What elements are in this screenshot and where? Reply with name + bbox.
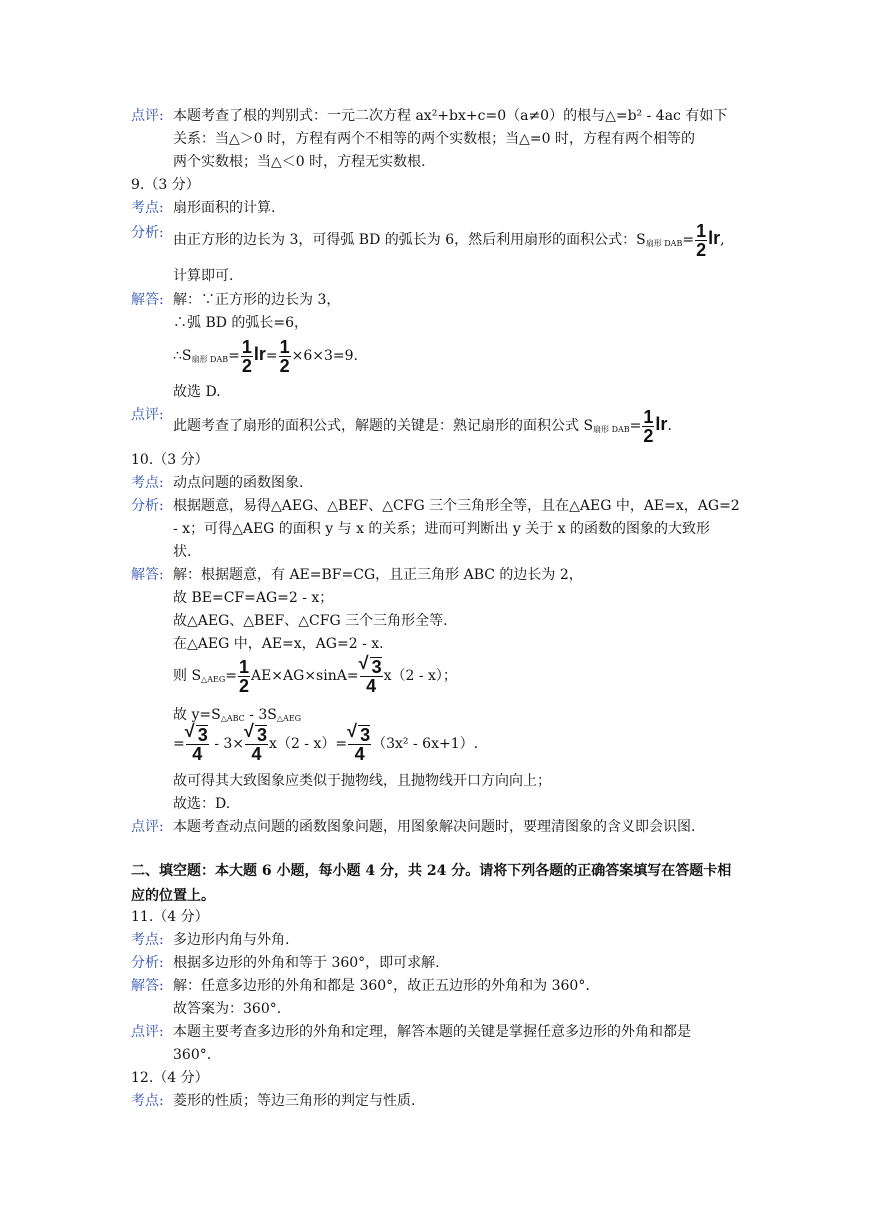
q10-analysis-line-1: 根据题意，易得△AEG、△BEF、△CFG 三个三角形全等，且在△AEG 中，AE=x，AG=2 xyxy=(173,498,740,514)
q10-analysis-line-2: - x；可得△AEG 的面积 y 与 x 的关系；进而可判断出 y 关于 x 的函数的图象的大致形 xyxy=(173,521,711,537)
q9-point: 扇形面积的计算. xyxy=(173,200,276,216)
q10-answer-line-7: = √ $\frac{3}{4}$ - 3× √ $\frac{3}{4}$ x（2 - x）= √ $\frac{3}{4}$ （3x² - 6x+1）. xyxy=(173,724,478,764)
q9-analysis-line-2: 计算即可. xyxy=(173,268,234,284)
q10-comment: 本题考查动点问题的函数图象问题，用图象解决问题时，要理清图象的含义即会识图. xyxy=(173,819,696,835)
q9-analysis: 由正方形的边长为 3，可得弧 BD 的弧长为 6，然后利用扇形的面积公式：$S_{扇形 DAB}=$ $\frac{1}{2}$ lr, xyxy=(173,220,725,260)
q11-answer-line-2: 故答案为：360°. xyxy=(173,1001,282,1017)
q10-answer-line-1: 解：根据题意，有 AE=BF=CG，且正三角形 ABC 的边长为 2， xyxy=(173,567,583,583)
answer-label: 解答: xyxy=(131,292,164,308)
fraction-sqrt3-over-4: √ $\frac{3}{4}$ xyxy=(245,725,268,763)
q10-answer-line-5: 则 $S_{\triangle AEG}=$ $\frac{1}{2}$ AE×AG×sinA= √ $\frac{3}{4}$ x（2 - x）； xyxy=(173,656,457,700)
answer-label: 解答: xyxy=(131,978,164,994)
q11-header: 11.（4 分） xyxy=(131,909,209,925)
fraction-sqrt3-over-4: √ $\frac{3}{4}$ xyxy=(186,725,209,763)
q9-comment: 此题考查了扇形的面积公式，解题的关键是：熟记扇形的面积公式 $S_{扇形 DAB}=$ $\frac{1}{2}$ lr. xyxy=(173,406,672,446)
q8-comment-line-2: 关系：当△＞0 时，方程有两个不相等的两个实数根；当△=0 时，方程有两个相等的 xyxy=(173,131,695,147)
fraction-half: $\frac{1}{2}$ xyxy=(643,406,654,446)
fraction-half: $\frac{1}{2}$ xyxy=(279,336,290,376)
comment-label: 点评: xyxy=(131,108,164,124)
q11-answer-line-1: 解：任意多边形的外角和都是 360°，故正五边形的外角和为 360°. xyxy=(173,978,590,994)
q9-answer-line-2: ∴弧 BD 的弧长=6， xyxy=(173,315,309,331)
analysis-label: 分析: xyxy=(131,955,164,971)
q12-header: 12.（4 分） xyxy=(131,1070,209,1086)
comment-label: 点评: xyxy=(131,819,164,835)
lr-term: lr xyxy=(708,228,721,248)
analysis-label: 分析: xyxy=(131,498,164,514)
q11-point: 多边形内角与外角. xyxy=(173,932,290,948)
comment-label: 点评: xyxy=(131,407,164,423)
fraction-half: $\frac{1}{2}$ xyxy=(241,336,252,376)
q9-answer-line-1: 解：∵正方形的边长为 3， xyxy=(173,292,341,308)
q11-comment-line-1: 本题主要考查多边形的外角和定理，解答本题的关键是掌握任意多边形的外角和都是 xyxy=(173,1024,691,1040)
q8-comment-line-1: 本题考查了根的判别式：一元二次方程 ax²+bx+c=0（a≠0）的根与△=b² - 4ac 有如下 xyxy=(173,108,728,124)
section-2-heading: 二、填空题：本大题 6 小题，每小题 4 分，共 24 分。请将下列各题的正确答案填写在答题卡相应的位置上。 xyxy=(131,863,732,904)
q10-header: 10.（3 分） xyxy=(131,452,209,468)
q10-answer-line-8: 故可得其大致图象应类似于抛物线，且抛物线开口方向向上； xyxy=(173,773,551,789)
q10-answer-line-3: 故△AEG、△BEF、△CFG 三个三角形全等. xyxy=(173,613,448,629)
q10-point: 动点问题的函数图象. xyxy=(173,475,304,491)
comment-label: 点评: xyxy=(131,1024,164,1040)
q9-analysis-line-1: 由正方形的边长为 3，可得弧 BD 的弧长为 6，然后利用扇形的面积公式：S xyxy=(173,232,646,248)
analysis-label: 分析: xyxy=(131,225,164,241)
q10-answer-line-4: 在△AEG 中，AE=x，AG=2 - x. xyxy=(173,636,384,652)
answer-label: 解答: xyxy=(131,567,164,583)
q10-analysis-line-3: 状. xyxy=(173,544,192,560)
q10-answer-line-2: 故 BE=CF=AG=2 - x； xyxy=(173,590,334,606)
fraction-half: $\frac{1}{2}$ xyxy=(696,220,707,260)
q12-point: 菱形的性质；等边三角形的判定与性质. xyxy=(173,1093,416,1109)
point-label: 考点: xyxy=(131,475,164,491)
point-label: 考点: xyxy=(131,1093,164,1109)
point-label: 考点: xyxy=(131,932,164,948)
fraction-sqrt3-over-4: √ $\frac{3}{4}$ xyxy=(360,657,383,695)
q9-answer-line-3: $\therefore S_{扇形 DAB}=$ $\frac{1}{2}$ lr= $\frac{1}{2}$ ×6×3=9. xyxy=(173,336,359,376)
point-label: 考点: xyxy=(131,200,164,216)
q10-answer-line-9: 故选：D. xyxy=(173,796,231,812)
fraction-sqrt3-over-4: √ $\frac{3}{4}$ xyxy=(348,725,371,763)
q9-header: 9.（3 分） xyxy=(131,177,200,193)
q9-answer-line-4: 故选 D. xyxy=(173,384,221,400)
q11-analysis: 根据多边形的外角和等于 360°，即可求解. xyxy=(173,955,440,971)
q8-comment-line-3: 两个实数根；当△＜0 时，方程无实数根. xyxy=(173,154,426,170)
q11-comment-line-2: 360°. xyxy=(173,1047,212,1063)
subscript: 扇形 DAB xyxy=(645,239,683,248)
q10-answer-line-6: 故 $y=S_{\triangle ABC} - 3S_{\triangle AEG}$ xyxy=(173,707,302,723)
fraction-half: $\frac{1}{2}$ xyxy=(238,656,249,696)
